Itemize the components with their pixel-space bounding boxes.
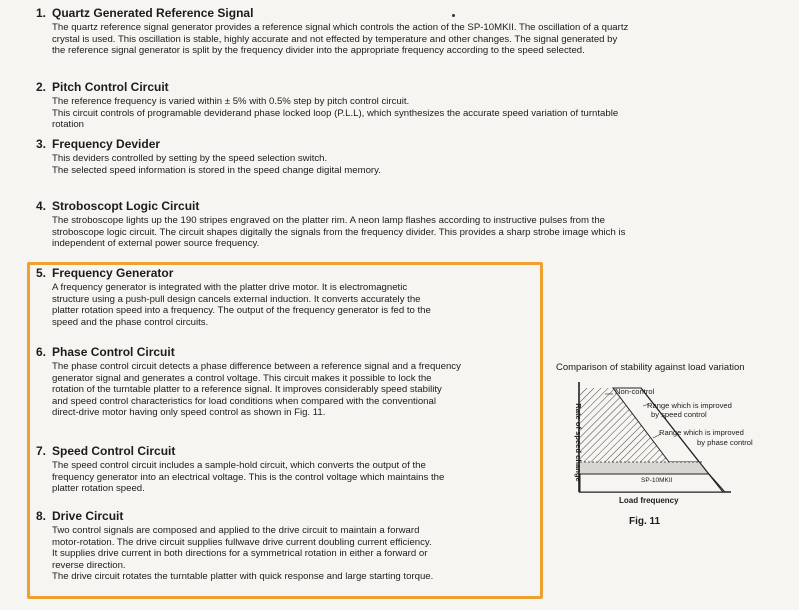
label-non-control: Non-control — [615, 387, 655, 396]
section-body — [36, 460, 536, 495]
body-line: reverse direction. — [52, 559, 126, 571]
label-model: SP-10MKII — [641, 477, 673, 484]
body-line: rotation — [52, 119, 84, 131]
section-body — [36, 96, 756, 131]
section-phase-control — [36, 345, 536, 419]
section-body — [36, 282, 536, 328]
body-line: crystal is used. This oscillation is stable, highly accurate and not effected by temperature and other changes. The signal generated by — [52, 33, 618, 45]
section-title: Drive Circuit — [52, 509, 124, 523]
label-speed-control-1: Range which is improved — [647, 401, 732, 410]
section-title: Speed Control Circuit — [52, 444, 176, 458]
section-body — [36, 525, 536, 583]
body-line: The speed control circuit includes a sample-hold circuit, which converts the output of the — [52, 460, 426, 471]
section-speed-control — [36, 444, 536, 495]
phase-control-region — [580, 462, 709, 474]
x-axis-label: Load frequency — [619, 496, 679, 505]
label-phase-control-2: by phase control — [697, 438, 753, 447]
section-stroboscope-logic — [36, 199, 756, 250]
section-body — [36, 22, 756, 57]
body-line: platter rotation speed. — [52, 483, 145, 495]
body-line: the reference signal generator is split by the frequency divider into the appropriate frequency according to the speed selected. — [52, 45, 585, 57]
body-line: The phase control circuit detects a phase difference between a reference signal and a frequency — [52, 361, 461, 372]
stability-diagram — [553, 358, 799, 538]
figure-11 — [553, 358, 799, 538]
body-line: rotation of the turntable platter to a reference signal. It improves considerably speed stability — [52, 384, 442, 396]
section-body — [36, 215, 756, 250]
body-line: generator signal and generates a control voltage. This circuit makes it possible to lock the — [52, 372, 432, 384]
section-title: Quartz Generated Reference Signal — [52, 6, 254, 20]
section-number: 4. — [36, 199, 47, 213]
section-body — [36, 153, 756, 176]
body-line: The reference frequency is varied within ± 5% with 0.5% step by pitch control circuit. — [52, 96, 410, 107]
body-line: The selected speed information is stored in the speed change digital memory. — [52, 164, 381, 176]
body-line: This deviders controlled by setting by the speed selection switch. — [52, 153, 328, 164]
section-title: Stroboscopt Logic Circuit — [52, 199, 200, 213]
body-line: The stroboscope lights up the 190 stripes engraved on the platter rim. A neon lamp flashes according to instructive pulses from the — [52, 215, 606, 226]
section-body — [36, 361, 536, 419]
section-number: 5. — [36, 266, 47, 280]
section-number: 7. — [36, 444, 47, 458]
section-title: Phase Control Circuit — [52, 345, 175, 359]
body-line: frequency generator into an electrical voltage. This is the control voltage which maintains the — [52, 471, 445, 483]
body-line: speed and the phase control circuits. — [52, 316, 209, 328]
section-title: Frequency Generator — [52, 266, 174, 280]
body-line: The quartz reference signal generator provides a reference signal which controls the action of the SP-10MKII. The oscillation of a quartz — [52, 22, 629, 33]
section-number: 2. — [36, 80, 47, 94]
label-speed-control-2: by speed control — [651, 410, 707, 419]
section-frequency-generator — [36, 266, 536, 328]
body-line: and speed control characteristics for load conditions when compared with the conventional — [52, 395, 436, 407]
body-line: It supplies drive current in both directions for a symmetrical rotation in either a forward or — [52, 548, 428, 560]
section-title: Pitch Control Circuit — [52, 80, 169, 94]
body-line: motor-rotation. The drive circuit supplies fullwave drive current doubling current efficiency. — [52, 536, 432, 548]
section-number: 8. — [36, 509, 47, 523]
section-pitch-control — [36, 80, 756, 131]
body-line: stroboscope logic circuit. The circuit shapes digitally the signals from the frequency divider. This provides a sharp strobe image which is — [52, 226, 626, 238]
body-line: The drive circuit rotates the turntable platter with quick response and large starting torque. — [52, 571, 434, 583]
section-drive-circuit — [36, 509, 536, 583]
body-line: Two control signals are composed and applied to the drive circuit to maintain a forward — [52, 525, 420, 536]
section-frequency-divider — [36, 137, 756, 176]
section-quartz-reference — [36, 6, 756, 57]
section-number: 1. — [36, 6, 47, 20]
body-line: direct-drive motor having only speed control as shown in Fig. 11. — [52, 407, 326, 419]
body-line: A frequency generator is integrated with the platter drive motor. It is electromagnetic — [52, 282, 408, 293]
label-phase-control-1: Range which is improved — [659, 428, 744, 437]
y-axis-label: Rate of speed change — [573, 403, 583, 482]
body-line: independent of external power source frequency. — [52, 238, 260, 250]
figure-title: Comparison of stability against load variation — [556, 362, 745, 373]
body-line: structure using a push-pull design cancels external induction. It converts accurately the — [52, 293, 421, 305]
body-line: platter rotation speed into a frequency. The output of the frequency generator is fed to the — [52, 305, 431, 317]
section-number: 6. — [36, 345, 47, 359]
figure-caption: Fig. 11 — [629, 516, 661, 527]
body-line: This circuit controls of programable deviderand phase locked loop (P.L.L), which synthesizes the accurate speed variation of turntable — [52, 107, 619, 119]
section-number: 3. — [36, 137, 47, 151]
section-title: Frequency Devider — [52, 137, 161, 151]
